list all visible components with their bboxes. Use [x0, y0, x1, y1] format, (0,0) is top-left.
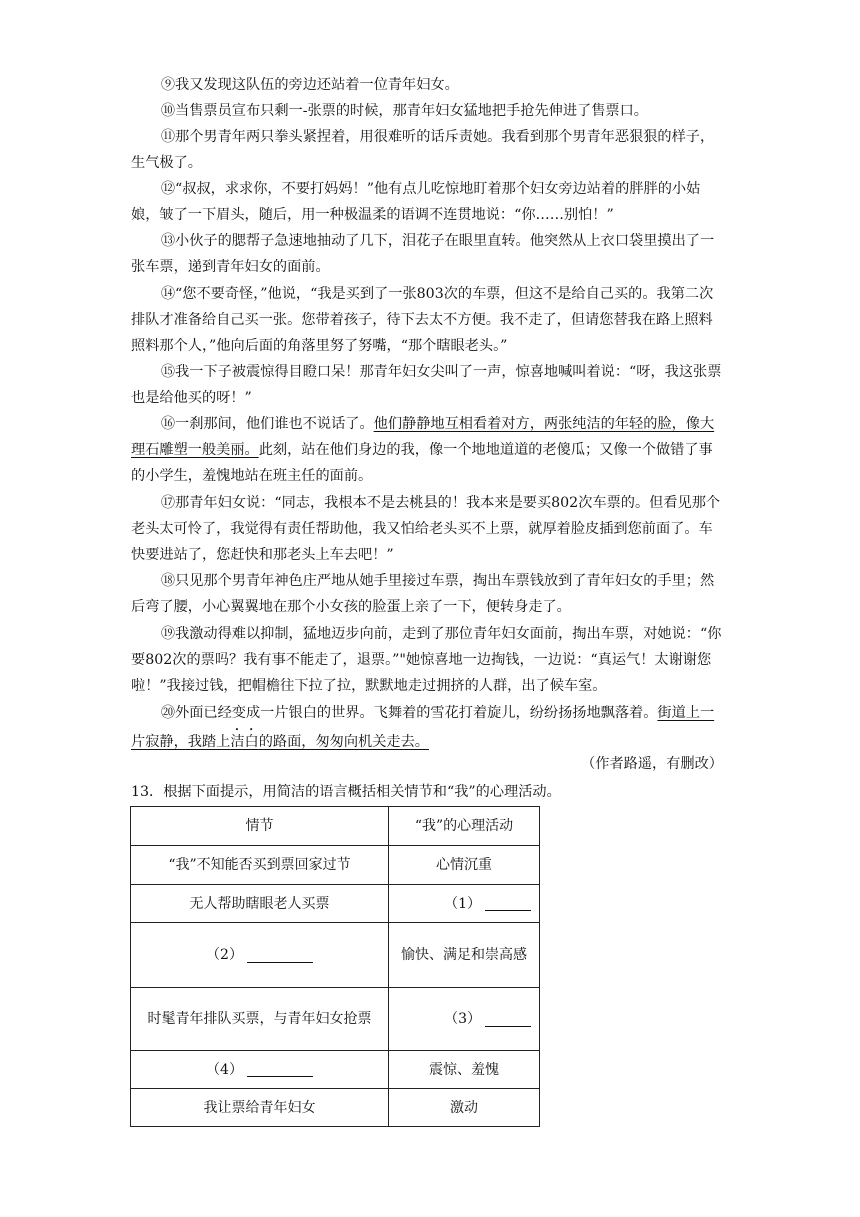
question-13: 13．根据下面提示，用简洁的语言概括相关情节和“我”的心理活动。	[131, 784, 561, 800]
paragraph-16-lead: ⑯一刹那间，他们谁也不说话了。	[160, 416, 374, 432]
mind-cell: 愉快、满足和崇高感	[389, 923, 540, 988]
blank-label-4: （4）	[206, 1061, 243, 1078]
table-row	[131, 988, 540, 1051]
paragraph-20-underlined-part-2: 的路面，匆匆向机关走去。	[258, 734, 429, 751]
mind-cell: 心情沉重	[389, 846, 540, 885]
table-row	[131, 885, 540, 923]
plot-cell: 时髦青年排队买票，与青年妇女抢票	[131, 988, 389, 1051]
table-header-row	[131, 807, 540, 846]
paragraph-20-lead: ⑳外面已经变成一片银白的世界。飞舞着的雪花打着旋儿，纷纷扬扬地飘落着。	[160, 705, 658, 721]
mind-cell	[389, 988, 540, 1051]
paragraph-15: ⑮我一下子被震惊得目瞪口呆！那青年妇女尖叫了一声，惊喜地喊叫着说：“呀，我这张票也是给他买的呀！”	[131, 364, 722, 407]
paragraph-20	[131, 700, 723, 755]
blank-label-2: （2）	[206, 947, 243, 963]
paragraph-16	[131, 411, 723, 490]
answer-blank-3[interactable]	[485, 1012, 531, 1027]
mind-cell: 震惊、羞愧	[389, 1051, 540, 1089]
table-row	[131, 923, 540, 988]
paragraph-20-underlined-part-1: 街道上一片寂静，我踏上	[131, 705, 715, 751]
paragraph-10: ⑩当售票员宣布只剩一-张票的时候，那青年妇女猛地把手抢先伸进了售票口。	[160, 103, 648, 119]
header-plot: 情节	[131, 807, 389, 846]
paragraph-13: ⑬小伙子的腮帮子急速地抽动了几下，泪花子在眼里直转。他突然从上衣口袋里摸出了一张车票，递到青年妇女的面前。	[131, 233, 715, 276]
paragraph-20-dotted-word: 洁白	[230, 734, 259, 751]
paragraph-11: ⑪那个男青年两只拳头紧捏着，用很难听的话斥责她。我看到那个男青年恶狠狠的样子，生气极了。	[131, 129, 715, 172]
paragraph-14: ⑭“您不要奇怪，”他说，“我是买到了一张803次的车票，但这不是给自己买的。我第二次排队才准备给自己买一张。您带着孩子，待下去太不方便。我不走了，但请您替我在路上照料照料那个人，”他向后面的角落里努了努嘴，“那个瞎眼老头。”	[131, 286, 714, 355]
plot-cell	[131, 1051, 389, 1089]
paragraph-9: ⑨我又发现这队伍的旁边还站着一位青年妇女。	[160, 77, 459, 93]
paragraph-19: ⑲我激动得难以抑制，猛地迈步向前，走到了那位青年妇女面前，掏出车票，对她说：“你要802次的票吗？我有事不能走了，退票。”"她惊喜地一边掏钱，一边说：“真运气！太谢谢您啦！”我接过钱，把帽檐往下拉了拉，默默地走过拥挤的人群，出了候车室。	[131, 626, 722, 695]
plot-cell: 无人帮助瞎眼老人买票	[131, 885, 389, 923]
header-mind: “我”的心理活动	[389, 807, 540, 846]
plot-cell	[131, 923, 389, 988]
mind-cell	[389, 885, 540, 923]
table-row	[131, 1089, 540, 1127]
mind-cell: 激动	[389, 1089, 540, 1127]
answer-blank-1[interactable]	[485, 896, 531, 911]
table-row	[131, 1051, 540, 1089]
plot-cell: 我让票给青年妇女	[131, 1089, 389, 1127]
paragraph-18: ⑱只见那个男青年神色庄严地从她手里接过车票，掏出车票钱放到了青年妇女的手里；然后弯了腰，小心翼翼地在那个小女孩的脸蛋上亲了一下，便转身走了。	[131, 573, 715, 616]
plot-cell: “我”不知能否买到票回家过节	[131, 846, 389, 885]
table-row	[131, 846, 540, 885]
blank-label-3: （3）	[444, 1011, 481, 1027]
paragraph-17: ⑰那青年妇女说：“同志，我根本不是去桃县的！我本来是要买802次车票的。但看见那个老头太可怜了，我觉得有责任帮助他，我又怕给老头买不上票，就厚着脸皮插到您前面了。车快要进站了，您赶快和那老头上车去吧！”	[131, 495, 721, 564]
answer-blank-4[interactable]	[247, 1062, 313, 1077]
answer-blank-2[interactable]	[247, 948, 313, 963]
paragraph-16-underlined-sentence: 他们静静地互相看着对方，两张纯洁的年轻的脸，像大理石雕塑一般美丽。	[131, 416, 715, 459]
blank-label-1: （1）	[444, 895, 481, 912]
plot-mind-table	[130, 806, 540, 1127]
paragraph-16-rest: 此刻，站在他们身边的我，像一个地地道道的老傻瓜；又像一个做错了事的小学生，羞愧地站在班主任的面前。	[131, 442, 713, 485]
author-note: （作者路遥，有删改）	[581, 756, 723, 772]
paragraph-12: ⑫“叔叔，求求你，不要打妈妈！”他有点儿吃惊地盯着那个妇女旁边站着的胖胖的小姑娘，皱了一下眉头，随后，用一种极温柔的语调不连贯地说：“你……别怕！”	[131, 181, 701, 224]
